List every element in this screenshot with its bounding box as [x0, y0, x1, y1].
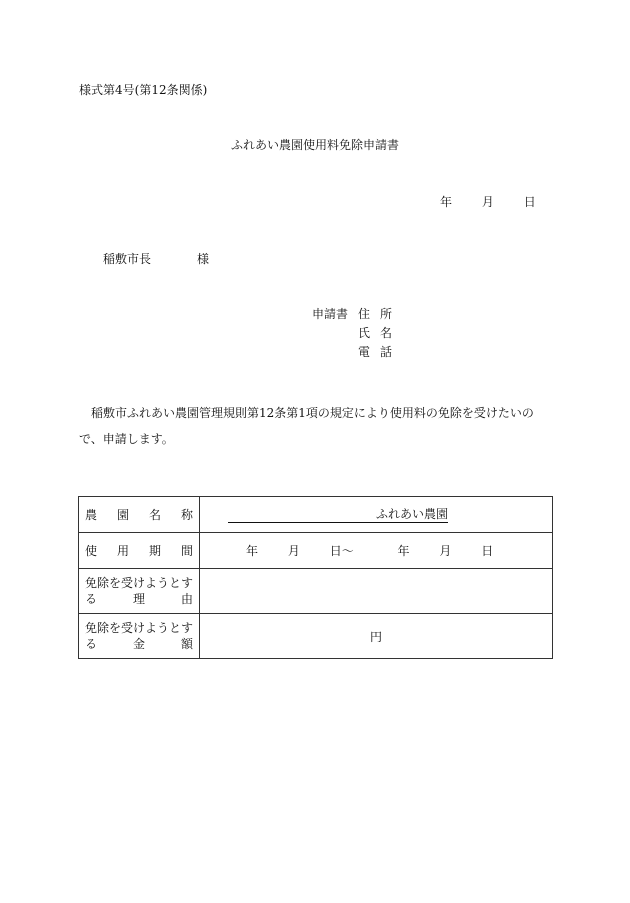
usage-period-label: 使用期間 [79, 533, 200, 569]
addressee-honorific: 様 [197, 252, 210, 266]
name-label-2: 名 [379, 326, 392, 340]
reason-value [200, 569, 553, 614]
period-start-day: 日〜 [329, 544, 354, 558]
date-line [440, 193, 536, 210]
applicant-address-row [312, 305, 396, 322]
applicant-phone-row [312, 343, 396, 360]
table-row [79, 497, 553, 533]
document-title: ふれあい農園使用料免除申請書 [230, 138, 399, 152]
period-end-month: 月 [439, 544, 452, 558]
usage-period-value [200, 533, 553, 569]
period-start-month: 月 [287, 544, 300, 558]
period-start-year: 年 [246, 544, 259, 558]
period-end-day: 日 [481, 544, 494, 558]
amount-value: 円 [200, 614, 553, 659]
addressee [103, 250, 209, 267]
farm-name-label: 農園名称 [79, 497, 200, 533]
application-table [78, 496, 553, 659]
phone-label-2: 話 [379, 345, 392, 359]
form-number: 様式第4号(第12条関係) [79, 83, 208, 97]
applicant-label: 申請書 [312, 307, 349, 321]
body-text: 稲敷市ふれあい農園管理規則第12条第1項の規定により使用料の免除を受けたいので、申請します。 [79, 406, 534, 446]
applicant-name-row [312, 324, 396, 341]
date-month: 月 [481, 195, 494, 209]
period-end-year: 年 [397, 544, 410, 558]
farm-name-value-cell [200, 497, 553, 533]
amount-label: 免除を受けようとする金額 [79, 614, 200, 659]
reason-label: 免除を受けようとする理由 [79, 569, 200, 614]
date-year: 年 [440, 195, 453, 209]
name-label-1: 氏 [357, 326, 370, 340]
address-label-2: 所 [379, 307, 392, 321]
table-row [79, 614, 553, 659]
table-row [79, 569, 553, 614]
addressee-name: 稲敷市長 [103, 252, 152, 266]
phone-label-1: 電 [357, 345, 370, 359]
farm-name-value: ふれあい農園 [228, 506, 448, 523]
address-label-1: 住 [357, 307, 370, 321]
table-row [79, 533, 553, 569]
date-day: 日 [523, 195, 536, 209]
